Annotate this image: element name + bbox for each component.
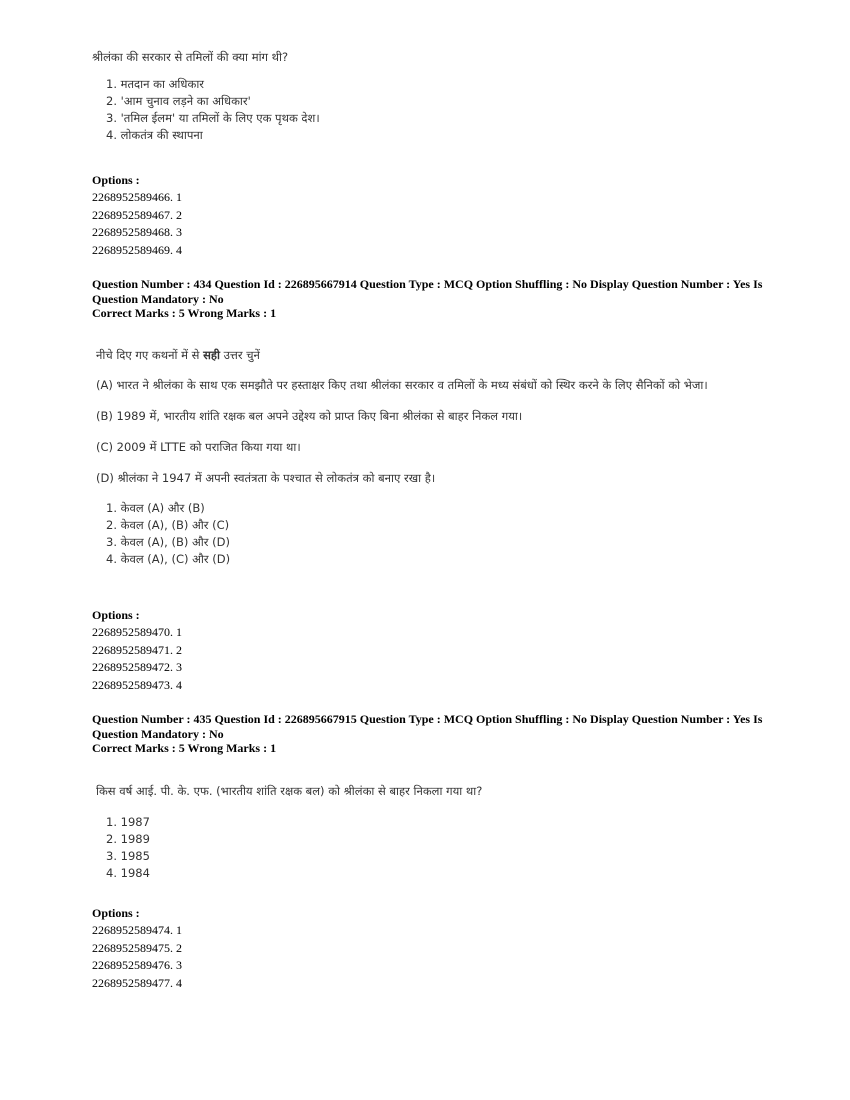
q433-options bbox=[92, 172, 772, 259]
q435-choice-list bbox=[92, 814, 772, 882]
q434-choice: 3. केवल (A), (B) और (D) bbox=[106, 535, 230, 549]
q434-statement: (D) श्रीलंका ने 1947 में अपनी स्वतंत्रता के पश्चात से लोकतंत्र को बनाए रखा है। bbox=[96, 471, 436, 485]
q434-instruction bbox=[92, 346, 772, 364]
marks-line: Correct Marks : 5 Wrong Marks : 1 bbox=[92, 741, 277, 755]
q435-choice: 1. 1987 bbox=[106, 815, 150, 829]
option-id: 2268952589467. 2 bbox=[92, 207, 182, 222]
option-id: 2268952589474. 1 bbox=[92, 923, 182, 937]
q435-choice: 2. 1989 bbox=[106, 832, 150, 846]
option-id: 2268952589473. 4 bbox=[92, 677, 182, 692]
q435-options bbox=[92, 905, 772, 992]
q433-question-text: श्रीलंका की सरकार से तमिलों की क्या मांग थी? bbox=[92, 50, 289, 64]
option-id: 2268952589471. 2 bbox=[92, 642, 182, 657]
q434-meta bbox=[92, 277, 772, 321]
question-mandatory-line: Question Mandatory : No bbox=[92, 726, 224, 741]
question-mandatory-line: Question Mandatory : No bbox=[92, 291, 224, 306]
option-id: 2268952589466. 1 bbox=[92, 190, 182, 204]
q434-choice-list bbox=[92, 500, 772, 568]
option-id: 2268952589477. 4 bbox=[92, 975, 182, 990]
q435-choice: 3. 1985 bbox=[106, 849, 150, 863]
option-id: 2268952589475. 2 bbox=[92, 940, 182, 955]
q434-statement: (B) 1989 में, भारतीय शांति रक्षक बल अपने उद्देश्य को प्राप्त किए बिना श्रीलंका से बाहर निकल गया। bbox=[96, 409, 523, 423]
q434-body bbox=[92, 346, 772, 568]
q434-options bbox=[92, 607, 772, 694]
option-id: 2268952589472. 3 bbox=[92, 660, 182, 674]
q434-statement: (A) भारत ने श्रीलंका के साथ एक समझौते पर हस्ताक्षर किए तथा श्रीलंका सरकार व तमिलों के मध्य संबंधों को स्थिर करने के लिए सैनिकों को भेजा। bbox=[96, 378, 708, 392]
option-id: 2268952589470. 1 bbox=[92, 625, 182, 639]
q434-choice: 4. केवल (A), (C) और (D) bbox=[106, 552, 231, 566]
q434-choice: 1. केवल (A) और (B) bbox=[106, 501, 205, 515]
instruction-bold: सही bbox=[203, 348, 220, 362]
q435-choice: 4. 1984 bbox=[106, 866, 150, 880]
option-id: 2268952589469. 4 bbox=[92, 242, 182, 257]
q433-choice: 2. 'आम चुनाव लड़ने का अधिकार' bbox=[106, 94, 251, 108]
question-meta-line: Question Number : 434 Question Id : 226895667914 Question Type : MCQ Option Shuffling : No Display Question Number : Yes Is bbox=[92, 277, 763, 291]
options-label: Options : bbox=[92, 173, 140, 187]
q435-meta bbox=[92, 712, 772, 756]
q433-choice: 4. लोकतंत्र की स्थापना bbox=[106, 128, 203, 142]
q434-choice: 2. केवल (A), (B) और (C) bbox=[106, 518, 230, 532]
option-id: 2268952589476. 3 bbox=[92, 958, 182, 972]
q433-choice: 1. मतदान का अधिकार bbox=[106, 77, 204, 91]
q435-body bbox=[92, 782, 772, 882]
options-label: Options : bbox=[92, 608, 140, 622]
q433-choice-list bbox=[92, 76, 772, 144]
q433-body bbox=[92, 48, 772, 144]
question-meta-line: Question Number : 435 Question Id : 226895667915 Question Type : MCQ Option Shuffling : No Display Question Number : Yes Is bbox=[92, 712, 763, 726]
q433-choice: 3. 'तमिल ईलम' या तमिलों के लिए एक पृथक देश। bbox=[106, 111, 320, 125]
instruction-text: उत्तर चुनें bbox=[219, 348, 260, 362]
marks-line: Correct Marks : 5 Wrong Marks : 1 bbox=[92, 306, 277, 320]
option-id: 2268952589468. 3 bbox=[92, 225, 182, 239]
instruction-text: नीचे दिए गए कथनों में से bbox=[96, 348, 204, 362]
q435-question-text: किस वर्ष आई. पी. के. एफ. (भारतीय शांति रक्षक बल) को श्रीलंका से बाहर निकला गया था? bbox=[96, 784, 483, 798]
options-label: Options : bbox=[92, 906, 140, 920]
q434-statement: (C) 2009 में LTTE को पराजित किया गया था। bbox=[96, 440, 301, 454]
